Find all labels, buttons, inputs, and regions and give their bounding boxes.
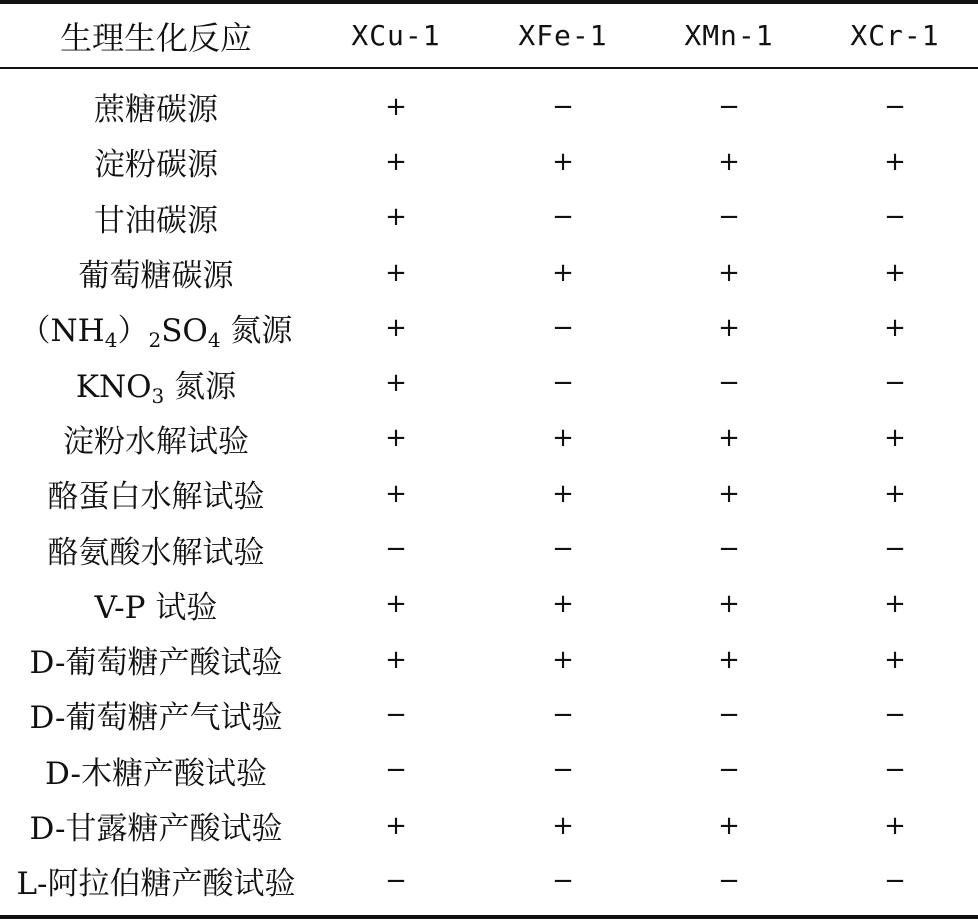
result-cell: + [385,368,407,399]
reaction-name-text: （NH [19,313,105,350]
table-row [0,853,978,908]
reaction-name-text: 酪氨酸水解试验 [47,534,265,571]
result-cell: + [718,644,740,675]
reaction-name-text: D-木糖产酸试验 [45,755,267,792]
result-cell: + [385,257,407,288]
result-cell: − [552,202,574,233]
result-cell: − [385,699,407,730]
reaction-name-subscript: 4 [207,328,221,353]
result-cell: + [884,478,906,509]
result-cell: + [718,423,740,454]
result-cell: + [552,644,574,675]
result-cell: − [552,91,574,122]
reaction-name-text: V-P 试验 [94,589,218,626]
reaction-name-text: 淀粉水解试验 [63,423,249,460]
reaction-name-text: SO [161,313,208,350]
reaction-name-text: ） [117,313,149,350]
table-bottom-rule [0,915,978,919]
result-cell: − [385,865,407,896]
table-row [0,521,978,576]
reaction-name-text: 蔗糖碳源 [94,92,218,129]
result-cell: + [718,146,740,177]
result-cell: − [884,368,906,399]
biochemical-reaction-table [0,4,978,908]
result-cell: + [884,589,906,620]
result-cell: − [552,699,574,730]
result-cell: + [385,423,407,454]
table-row [0,355,978,410]
header-strain-xmn1: XMn-1 [684,19,774,52]
reaction-name-subscript: 3 [151,383,165,408]
result-cell: + [884,423,906,454]
result-cell: + [385,146,407,177]
reaction-name-text: L-阿拉伯糖产酸试验 [16,866,296,903]
result-cell: − [718,202,740,233]
result-cell: − [552,368,574,399]
result-cell: + [385,810,407,841]
reaction-name-text: 淀粉碳源 [94,147,218,184]
reaction-name-cell [0,577,312,632]
result-cell: − [884,91,906,122]
reaction-name-cell [0,743,312,798]
table-row [0,798,978,853]
reaction-name-text: D-葡萄糖产酸试验 [29,645,283,682]
result-cell: + [884,644,906,675]
result-cell: − [884,202,906,233]
table-body [0,67,978,908]
table-row [0,79,978,134]
result-cell: − [552,534,574,565]
result-cell: − [552,755,574,786]
reaction-name-cell [0,798,312,853]
result-cell: + [552,589,574,620]
result-cell: + [718,810,740,841]
reaction-name-text: 氮源 [164,368,237,405]
reaction-name-cell [0,853,312,908]
result-cell: − [884,755,906,786]
result-cell: + [718,312,740,343]
result-cell: + [385,202,407,233]
result-cell: + [884,146,906,177]
reaction-name-text: 甘油碳源 [94,202,218,239]
table-row [0,466,978,521]
result-cell: − [385,534,407,565]
reaction-name-cell [0,355,312,410]
reaction-name-subscript: 2 [148,328,162,353]
table-row [0,190,978,245]
header-row [0,4,978,67]
result-cell: − [718,699,740,730]
result-cell: + [385,312,407,343]
result-cell: − [718,91,740,122]
result-cell: − [552,865,574,896]
table-row [0,687,978,742]
result-cell: + [884,810,906,841]
table-row [0,134,978,189]
reaction-name-cell [0,466,312,521]
reaction-name-text: KNO [75,368,152,405]
header-reaction: 生理生化反应 [59,18,252,57]
header-strain-xfe1: XFe-1 [518,19,608,52]
result-cell: + [552,146,574,177]
result-cell: − [718,865,740,896]
table-row [0,632,978,687]
reaction-name-cell [0,521,312,576]
table-row [0,245,978,300]
result-cell: + [718,257,740,288]
reaction-name-text: D-甘露糖产酸试验 [29,811,283,847]
result-cell: − [718,755,740,786]
table-row [0,743,978,798]
result-cell: + [552,478,574,509]
result-cell: + [385,589,407,620]
reaction-name-cell [0,134,312,189]
table-row [0,411,978,466]
result-cell: − [884,699,906,730]
result-cell: − [718,534,740,565]
reaction-name-cell [0,687,312,742]
result-cell: + [385,644,407,675]
result-cell: + [385,478,407,509]
result-cell: − [385,755,407,786]
reaction-name-cell [0,190,312,245]
reaction-name-text: D-葡萄糖产气试验 [29,700,283,737]
header-strain-xcu1: XCu-1 [351,19,441,52]
result-cell: + [385,91,407,122]
reaction-name-cell [0,300,312,355]
result-cell: + [552,423,574,454]
result-cell: + [552,810,574,841]
reaction-name-text: 氮源 [220,313,293,350]
result-cell: + [552,257,574,288]
reaction-name-cell [0,411,312,466]
result-cell: − [552,312,574,343]
result-cell: − [718,368,740,399]
result-cell: + [884,257,906,288]
result-cell: − [884,865,906,896]
result-cell: + [884,312,906,343]
header-strain-xcr1: XCr-1 [850,19,940,52]
reaction-name-text: 葡萄糖碳源 [78,258,234,295]
reaction-name-subscript: 4 [104,328,118,353]
table-row [0,577,978,632]
reaction-name-text: 酪蛋白水解试验 [47,479,265,516]
reaction-name-cell [0,632,312,687]
result-cell: + [718,589,740,620]
result-cell: + [718,478,740,509]
body-top-spacer [0,67,978,79]
result-cell: − [884,534,906,565]
table-row [0,300,978,355]
reaction-name-cell [0,245,312,300]
reaction-name-cell [0,79,312,134]
